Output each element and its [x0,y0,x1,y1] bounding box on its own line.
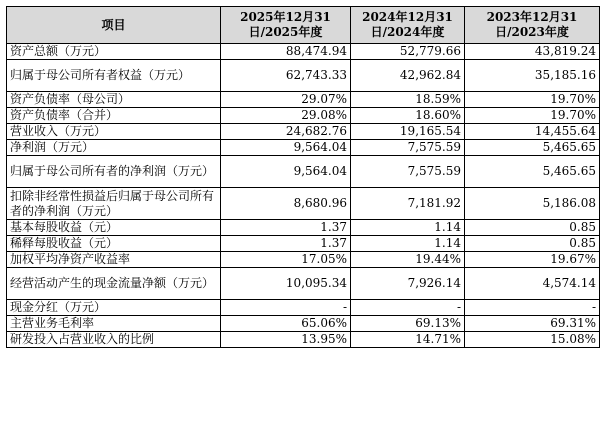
row-label: 营业收入（万元） [7,124,221,140]
table-row [7,252,600,268]
row-value: 88,474.94 [221,44,351,60]
table-row [7,44,600,60]
row-value: 7,575.59 [351,156,465,188]
row-value: 19.70% [465,92,600,108]
table-row [7,108,600,124]
row-value: 1.37 [221,236,351,252]
financial-table-container [6,6,600,348]
row-value: 19.70% [465,108,600,124]
row-value: 17.05% [221,252,351,268]
row-value: 7,926.14 [351,268,465,300]
row-value: 19.44% [351,252,465,268]
row-value: 69.31% [465,316,600,332]
row-value: 1.37 [221,220,351,236]
table-row [7,300,600,316]
row-value: 18.59% [351,92,465,108]
row-value: 19.67% [465,252,600,268]
row-label: 研发投入占营业收入的比例 [7,332,221,348]
row-value: 43,819.24 [465,44,600,60]
row-label: 净利润（万元） [7,140,221,156]
table-row [7,332,600,348]
header-2025: 2025年12月31日/2025年度 [221,7,351,44]
table-body [7,44,600,348]
row-value: 62,743.33 [221,60,351,92]
row-value: 1.14 [351,236,465,252]
row-value: 0.85 [465,236,600,252]
row-label: 资产总额（万元） [7,44,221,60]
table-row [7,60,600,92]
row-value: 24,682.76 [221,124,351,140]
row-value: 8,680.96 [221,188,351,220]
table-row [7,92,600,108]
row-label: 经营活动产生的现金流量净额（万元） [7,268,221,300]
row-label: 现金分红（万元） [7,300,221,316]
row-value: 35,185.16 [465,60,600,92]
row-value: 9,564.04 [221,156,351,188]
row-value: 5,186.08 [465,188,600,220]
row-value: 1.14 [351,220,465,236]
row-value: 14,455.64 [465,124,600,140]
row-value: 5,465.65 [465,156,600,188]
table-header-row [7,7,600,44]
header-2023: 2023年12月31日/2023年度 [465,7,600,44]
row-value: 5,465.65 [465,140,600,156]
row-value: 10,095.34 [221,268,351,300]
table-row [7,220,600,236]
row-value: 0.85 [465,220,600,236]
row-value: 65.06% [221,316,351,332]
row-value: - [221,300,351,316]
row-value: 7,575.59 [351,140,465,156]
row-value: 15.08% [465,332,600,348]
table-row [7,140,600,156]
table-row [7,268,600,300]
row-label: 归属于母公司所有者的净利润（万元） [7,156,221,188]
row-value: 4,574.14 [465,268,600,300]
row-label: 稀释每股收益（元） [7,236,221,252]
table-row [7,156,600,188]
table-row [7,124,600,140]
row-label: 基本每股收益（元） [7,220,221,236]
row-value: 29.08% [221,108,351,124]
row-label: 扣除非经常性损益后归属于母公司所有者的净利润（万元） [7,188,221,220]
table-row [7,188,600,220]
row-value: 7,181.92 [351,188,465,220]
row-value: 19,165.54 [351,124,465,140]
row-label: 资产负债率（母公司） [7,92,221,108]
row-value: 69.13% [351,316,465,332]
row-label: 归属于母公司所有者权益（万元） [7,60,221,92]
row-label: 主营业务毛利率 [7,316,221,332]
row-value: - [465,300,600,316]
table-row [7,236,600,252]
row-label: 加权平均净资产收益率 [7,252,221,268]
row-value: 29.07% [221,92,351,108]
row-value: - [351,300,465,316]
header-item: 项目 [7,7,221,44]
header-2024: 2024年12月31日/2024年度 [351,7,465,44]
financial-summary-table [6,6,600,348]
row-value: 18.60% [351,108,465,124]
row-label: 资产负债率（合并） [7,108,221,124]
row-value: 42,962.84 [351,60,465,92]
row-value: 52,779.66 [351,44,465,60]
row-value: 9,564.04 [221,140,351,156]
row-value: 14.71% [351,332,465,348]
table-row [7,316,600,332]
row-value: 13.95% [221,332,351,348]
